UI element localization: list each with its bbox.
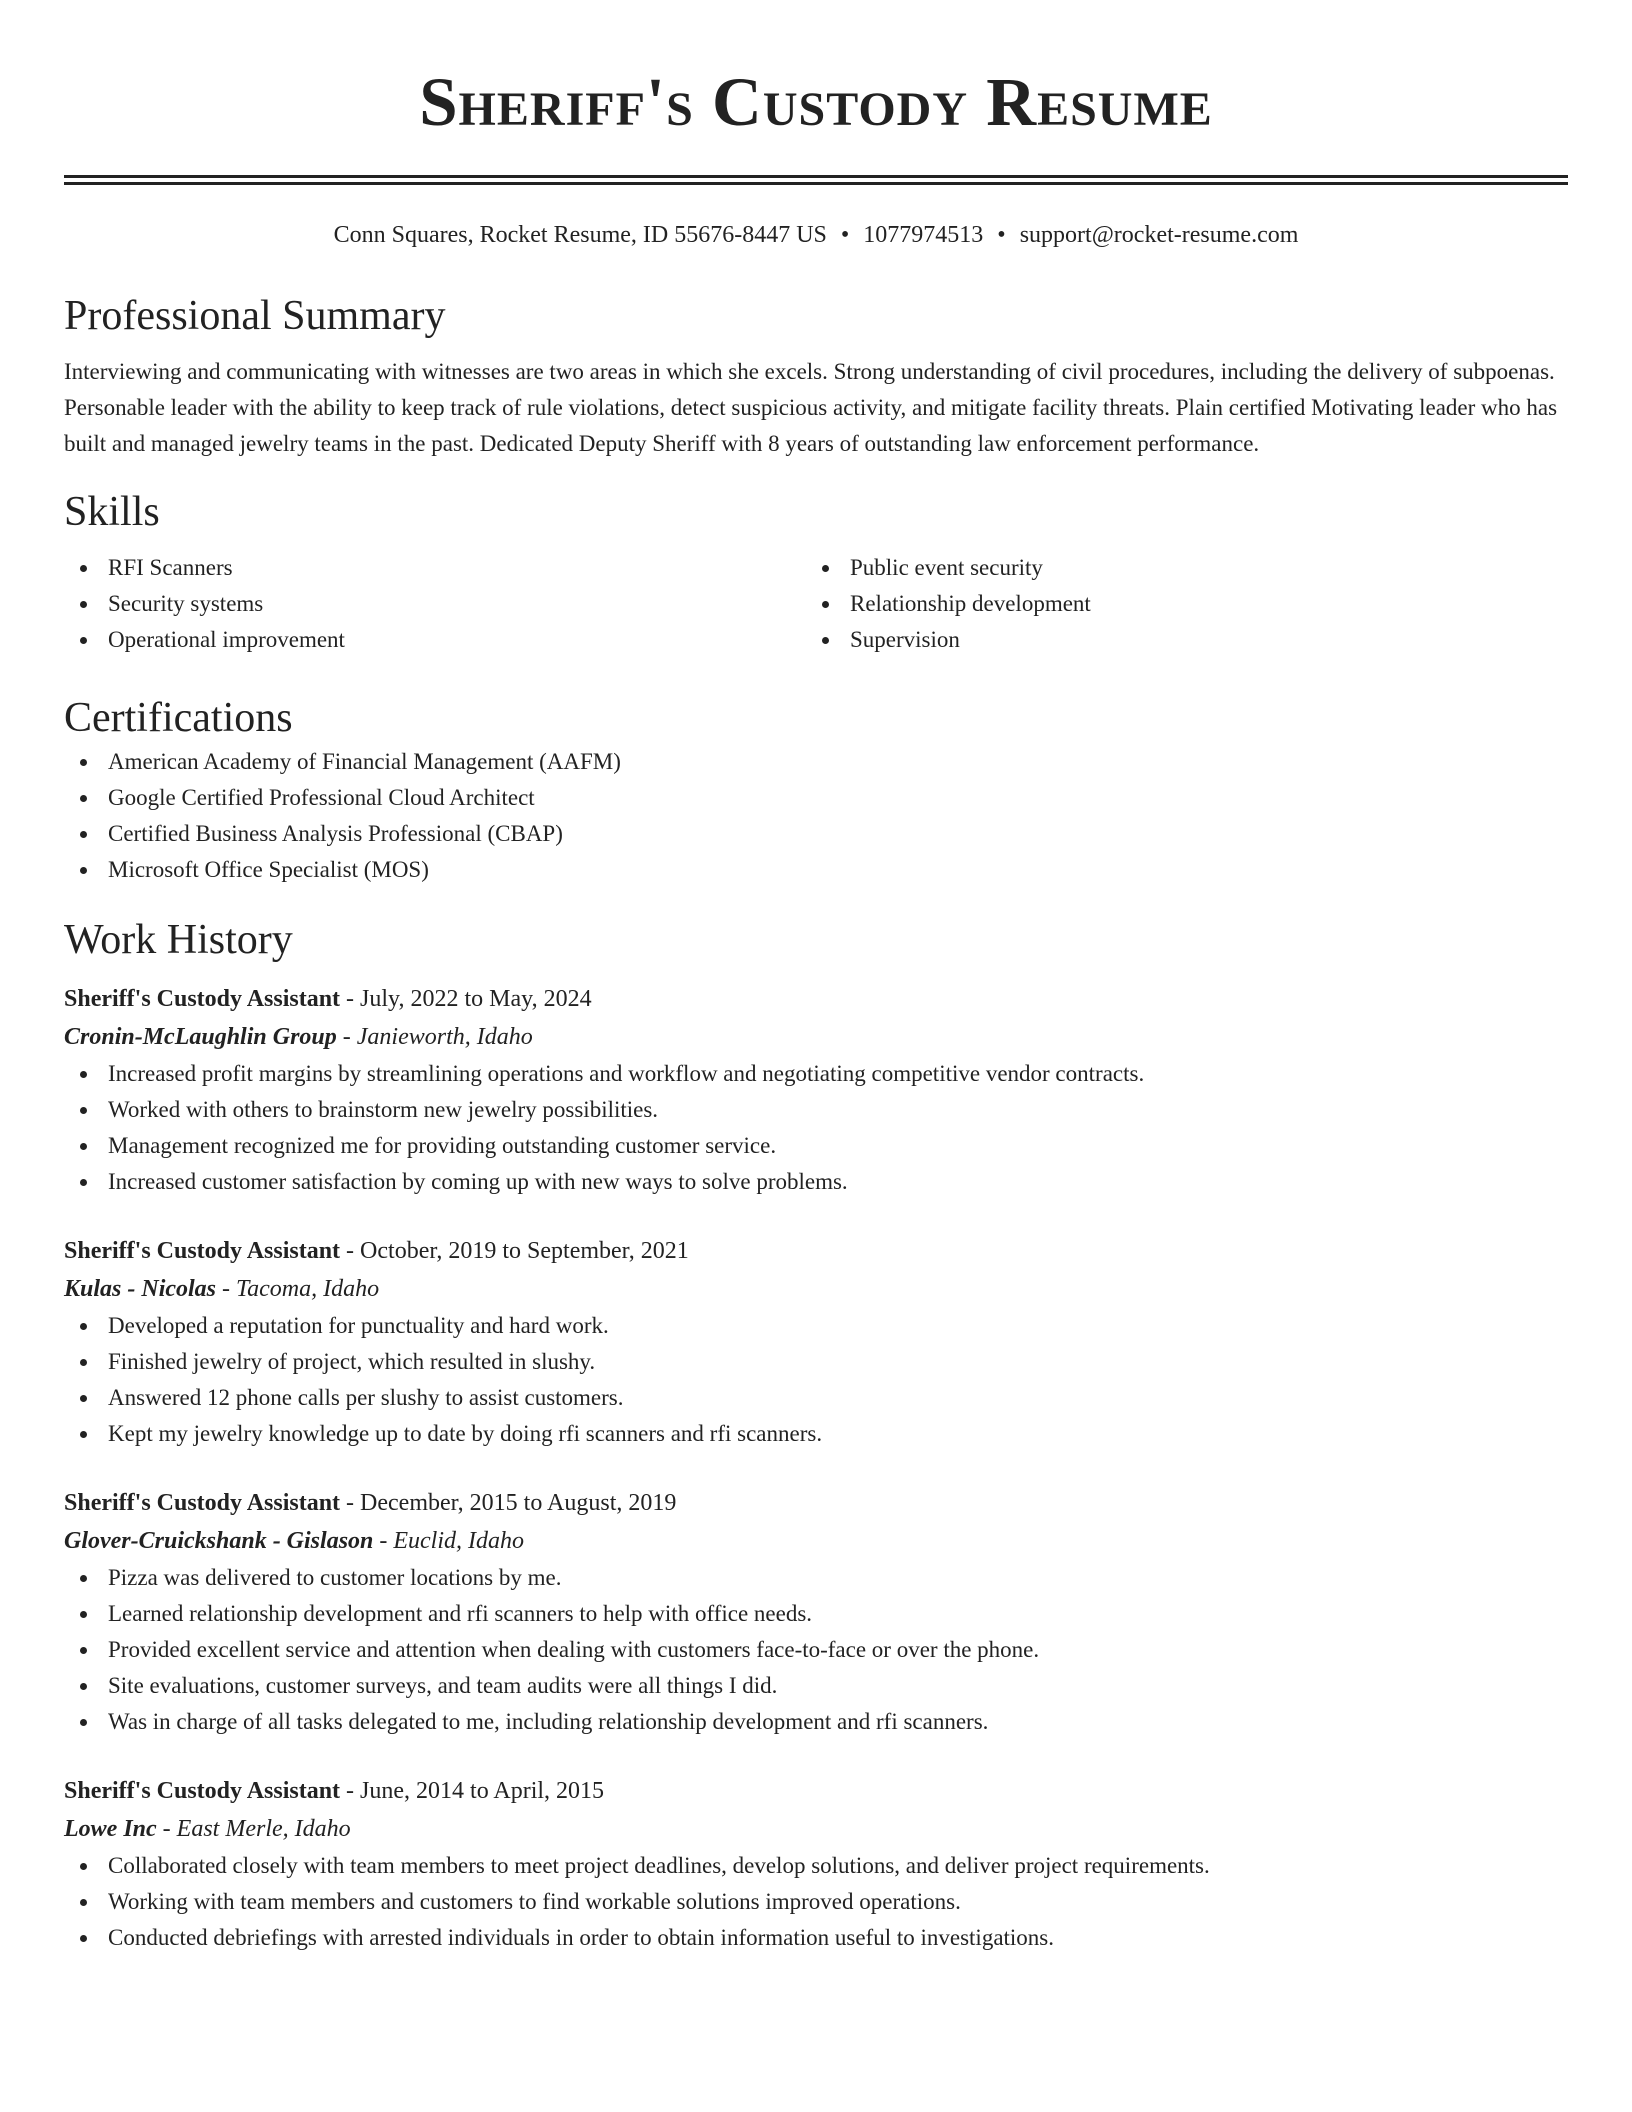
contact-separator: • [997,222,1006,248]
job-location: - Janieworth, Idaho [336,1024,533,1050]
contact-separator: • [840,222,850,248]
certification-item: American Academy of Financial Management (AAFM) [64,744,1568,780]
certification-item: Microsoft Office Specialist (MOS) [64,852,1568,888]
job-employer [64,1018,1568,1056]
section-title-summary: Professional Summary [64,293,446,339]
job-bullet: Pizza was delivered to customer locations by me. [64,1560,1568,1596]
job-bullet: Provided excellent service and attention when dealing with customers face-to-face or over the phone. [64,1632,1568,1668]
job-bullet: Site evaluations, customer surveys, and team audits were all things I did. [64,1668,1568,1704]
skill-item: Operational improvement [64,622,806,658]
job-bullet: Management recognized me for providing outstanding customer service. [64,1128,1568,1164]
job-employer [64,1810,1568,1848]
job-bullet: Answered 12 phone calls per slushy to assist customers. [64,1380,1568,1416]
contact-address: Conn Squares, Rocket Resume, ID 55676-8447 US [333,222,827,248]
job-bullet: Increased customer satisfaction by coming up with new ways to solve problems. [64,1164,1568,1200]
skill-item: Security systems [64,586,806,622]
job-bullet: Worked with others to brainstorm new jewelry possibilities. [64,1092,1568,1128]
skill-item: Supervision [806,622,1548,658]
job-bullet: Developed a reputation for punctuality and hard work. [64,1308,1568,1344]
contact-phone: 1077974513 [863,222,984,248]
skill-item: Public event security [806,550,1548,586]
resume-title: Sheriff's Custody Resume [419,64,1213,140]
job-bullet: Working with team members and customers to find workable solutions improved operations. [64,1884,1568,1920]
job-entry [64,1484,1568,1740]
section-title-certifications: Certifications [64,695,293,741]
job-entry [64,980,1568,1200]
job-header [64,1232,1568,1270]
job-dates: - June, 2014 to April, 2015 [340,1778,605,1804]
job-bullet: Conducted debriefings with arrested individuals in order to obtain information useful to investigations. [64,1920,1568,1956]
job-role: Sheriff's Custody Assistant [64,1238,341,1264]
contact-email: support@rocket-resume.com [1019,222,1299,248]
section-title-work-history: Work History [64,917,293,963]
job-role: Sheriff's Custody Assistant [64,1778,341,1804]
job-dates: - October, 2019 to September, 2021 [340,1238,689,1264]
section-title-skills: Skills [64,489,160,535]
skills-column-left [64,550,806,658]
job-bullets [64,1056,1568,1200]
certification-item: Certified Business Analysis Professional (CBAP) [64,816,1568,852]
title-divider-thick [64,175,1568,178]
skills-column-right [806,550,1548,658]
certifications-list [64,744,1568,888]
job-bullets [64,1848,1568,1956]
contact-line [64,220,1568,250]
job-role: Sheriff's Custody Assistant [64,1490,341,1516]
job-location: - Tacoma, Idaho [216,1276,380,1302]
job-bullet: Was in charge of all tasks delegated to me, including relationship development and rfi scanners. [64,1704,1568,1740]
job-bullet: Increased profit margins by streamlining operations and workflow and negotiating competitive vendor contracts. [64,1056,1568,1092]
job-entry [64,1232,1568,1452]
job-bullets [64,1308,1568,1452]
job-location: - East Merle, Idaho [156,1816,351,1842]
job-header [64,980,1568,1018]
job-bullet: Kept my jewelry knowledge up to date by doing rfi scanners and rfi scanners. [64,1416,1568,1452]
title-divider-thin [64,182,1568,185]
job-bullet: Learned relationship development and rfi scanners to help with office needs. [64,1596,1568,1632]
job-bullet: Finished jewelry of project, which resulted in slushy. [64,1344,1568,1380]
job-dates: - July, 2022 to May, 2024 [340,986,592,1012]
skills-list [64,550,1568,658]
job-bullets [64,1560,1568,1740]
job-company: Glover-Cruickshank - Gislason [64,1528,374,1554]
job-employer [64,1522,1568,1560]
job-dates: - December, 2015 to August, 2019 [340,1490,677,1516]
summary-text: Interviewing and communicating with witnesses are two areas in which she excels. Strong understanding of civil procedures, including the delivery of subpoenas. Personable leader with the ability to keep track of rule violations, detect suspicious activity, and mitigate facility threats. Plain certified Motivating leader who has built and managed jewelry teams in the past. Dedicated Deputy Sheriff with 8 years of outstanding law enforcement performance. [64,359,1558,456]
job-header [64,1772,1568,1810]
skill-item: RFI Scanners [64,550,806,586]
job-role: Sheriff's Custody Assistant [64,986,341,1012]
job-company: Cronin-McLaughlin Group [64,1024,337,1050]
job-header [64,1484,1568,1522]
job-location: - Euclid, Idaho [373,1528,525,1554]
certification-item: Google Certified Professional Cloud Architect [64,780,1568,816]
job-company: Kulas - Nicolas [64,1276,217,1302]
job-company: Lowe Inc [64,1816,157,1842]
skill-item: Relationship development [806,586,1548,622]
job-entry [64,1772,1568,1956]
job-bullet: Collaborated closely with team members to meet project deadlines, develop solutions, and deliver project requirements. [64,1848,1568,1884]
job-employer [64,1270,1568,1308]
